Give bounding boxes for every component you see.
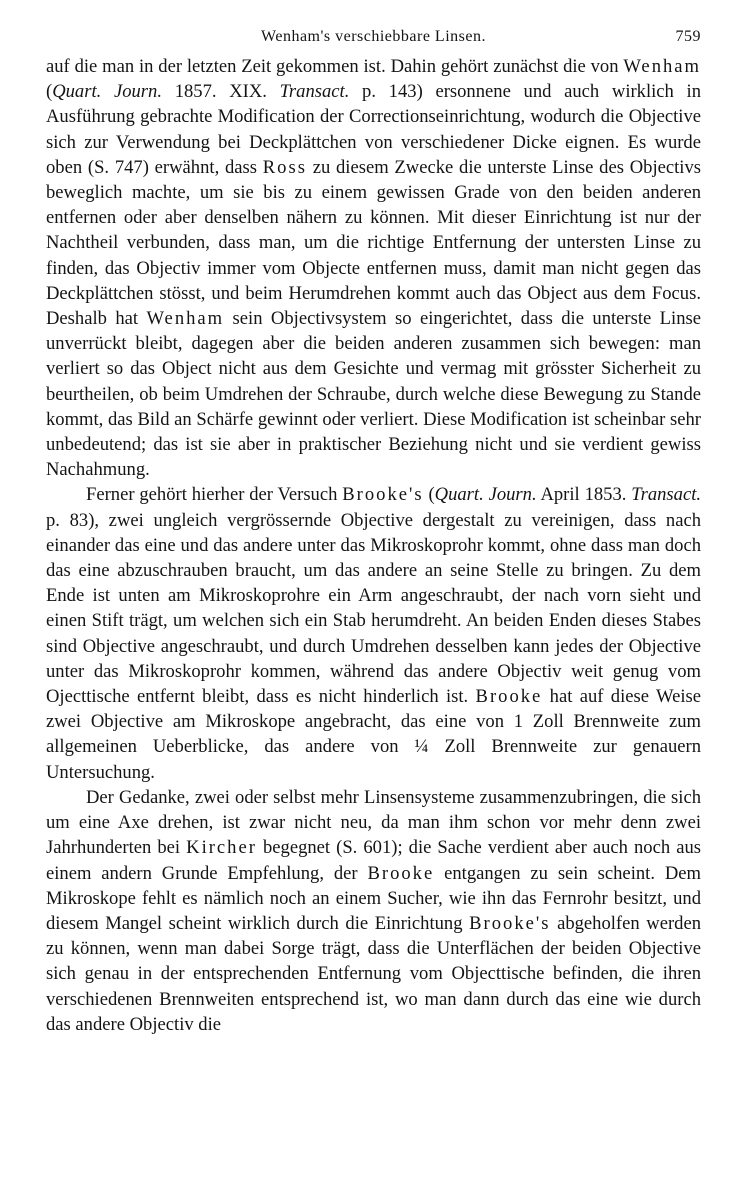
citation-text: Transact. <box>631 484 702 506</box>
citation-text: Quart. Journ. <box>52 81 162 103</box>
text-run: begegnet (S. 601); die Sache verdient aber auch noch aus einem andern Grunde Empfehlung, der <box>46 837 701 884</box>
citation-text: Quart. Journ. <box>434 484 537 506</box>
person-name: Brooke's <box>469 912 551 934</box>
text-run: ( <box>46 81 53 103</box>
person-name: Brooke's <box>342 484 424 506</box>
text-run: sein Objectivsystem so eingerichtet, dass die unterste Linse unverrückt bleibt, dagegen aber die beiden anderen zusammen sich bewegen: man verliert so das Object nicht aus dem Gesichte und vermag mit grösster Sicherheit zu beurtheilen, ob beim Umdrehen der Schraube, durch welche diese Bewegung zu Stande kommt, das Bild an Schärfe gewinnt oder verliert. Diese Modification ist scheinbar sehr unbedeutend; das ist sie aber in praktischer Beziehung nicht und sie verdient gewiss Nachahmung. <box>46 308 701 481</box>
person-name: Kircher <box>186 837 257 859</box>
text-run: abgeholfen werden zu können, wenn man dabei Sorge trägt, dass die Unterflächen der beiden Objective sich genau in der entsprechenden Entfernung vom Objecttische befinden, die ihren verschiedenen Brennweiten entsprechend ist, wo man dann durch das eine wie durch das andere Objectiv die <box>46 912 701 1035</box>
person-name: Brooke <box>475 686 543 708</box>
text-run: hat auf diese Weise zwei Objective am Mikroskope angebracht, das eine von 1 Zoll Brennweite zum allgemeinen Ueberblicke, das andere von ¼ Zoll Brennweite zur genauern Untersuchung. <box>46 686 701 783</box>
person-name: Ross <box>262 156 307 178</box>
page-number: 759 <box>675 28 701 45</box>
person-name: Brooke <box>367 862 435 884</box>
body-text <box>46 54 701 1037</box>
paragraph <box>46 54 701 482</box>
paragraph <box>46 785 701 1037</box>
running-header <box>46 28 701 54</box>
running-title: Wenham's verschiebbare Linsen. <box>261 28 486 45</box>
text-run: April 1853. <box>536 484 632 506</box>
text-run: ( <box>423 484 435 506</box>
citation-text: Transact. <box>279 81 350 103</box>
person-name: Wenham <box>146 308 225 330</box>
text-run: Ferner gehört hierher der Versuch <box>86 484 343 506</box>
text-run: Der Gedanke, zwei oder selbst mehr Linsensysteme zusammenzubringen, die sich um eine Axe drehen, ist zwar nicht neu, da man ihm schon vor mehr denn zwei Jahrhunderten bei <box>46 786 701 859</box>
text-run: p. 83), zwei ungleich vergrössernde Objective dergestalt zu vereinigen, dass nach einander das eine und das andere unter das Mikroskoprohr kommt, ohne dass man doch das eine abzuschrauben braucht, um das andere an seine Stelle zu bringen. Zu dem Ende ist unten am Mikroskoprohre ein Arm angeschraubt, der nach vorn sieht und einen Stift trägt, um welchen sich ein Stab herumdreht. An beiden Enden dieses Stabes sind Objective angeschraubt, und durch Umdrehen desselben kann jedes der Objective unter das Mikroskoprohr kommen, während das andere Objectiv weit genug vom Ojecttische entfernt bleibt, dass es nicht hinderlich ist. <box>46 509 701 708</box>
person-name: Wenham <box>623 56 701 77</box>
text-run: zu diesem Zwecke die unterste Linse des Objectivs beweglich machte, um sie bis zu einem gewissen Grade von den beiden anderen entfernen oder aber denselben nähern zu können. Mit dieser Einrichtung ist nur der Nachtheil verbunden, dass man, um die richtige Entfernung der untersten Linse zu finden, das Objectiv immer vom Objecte entfernen muss, damit man nicht gegen das Deckplättchen stösst, und beim Herumdrehen kommt auch das Object aus dem Focus. Deshalb hat <box>46 156 701 330</box>
text-run: auf die man in der letzten Zeit gekommen ist. Dahin gehört zunächst die von <box>46 56 624 77</box>
text-run: 1857. XIX. <box>162 81 280 103</box>
text-run: p. 143) ersonnene und auch wirklich in Ausführung gebrachte Modification der Correctionseinrichtung, wodurch die Objective sich zur Verwendung bei Deckplättchen von verschiedener Dicke eignen. Es wurde oben (S. 747) erwähnt, dass <box>46 81 702 178</box>
paragraph <box>46 482 701 784</box>
text-run: entgangen zu sein scheint. Dem Mikroskope fehlt es nämlich noch an einem Sucher, wie ihn das Fernrohr besitzt, und diesem Mangel scheint wirklich durch die Einrichtung <box>46 862 701 934</box>
